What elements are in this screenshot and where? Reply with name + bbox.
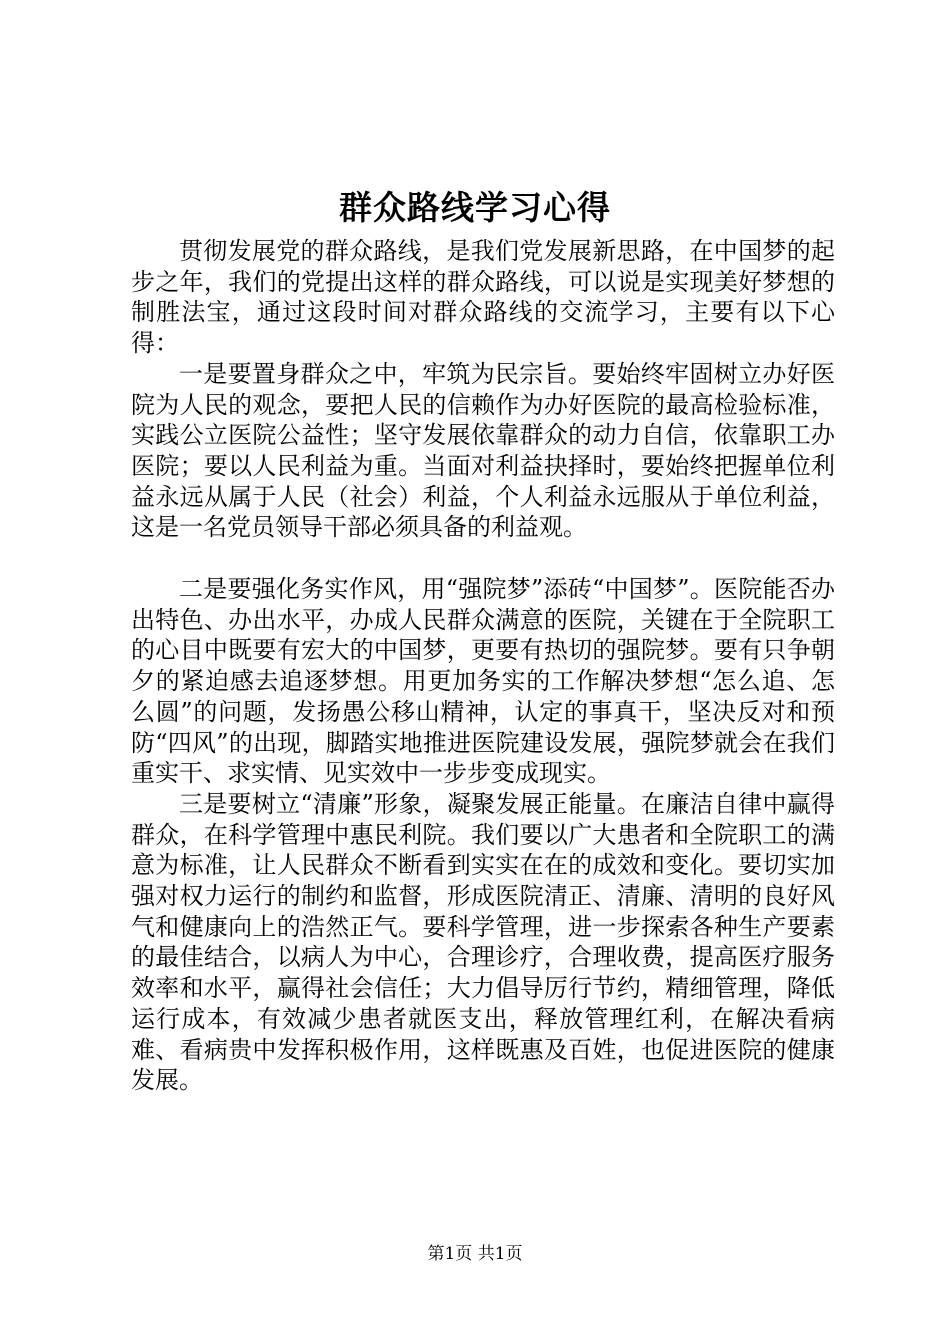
paragraph-point-one: 一是要置身群众之中，牢筑为民宗旨。要始终牢固树立办好医院为人民的观念，要把人民的信赖作为办好医院的最高检验标准，实践公立医院公益性；坚守发展依靠群众的动力自信，依靠职工办医院；要以人民利益为重。当面对利益抉择时，要始终把握单位利益永远从属于人民（社会）利益，个人利益永远服从于单位利益，这是一名党员领导干部必须具备的利益观。 <box>131 359 835 542</box>
page-footer: 第1页 共1页 <box>427 1244 523 1264</box>
paragraph-point-three: 三是要树立“清廉”形象，凝聚发展正能量。在廉洁自律中赢得群众，在科学管理中惠民利院。我们要以广大患者和全院职工的满意为标准，让人民群众不断看到实实在在的成效和变化。要切实加强对权力运行的制约和监督，形成医院清正、清廉、清明的良好风气和健康向上的浩然正气。要科学管理，进一步探索各种生产要素的最佳结合，以病人为中心，合理诊疗，合理收费，提高医疗服务效率和水平，赢得社会信任；大力倡导厉行节约，精细管理，降低运行成本，有效减少患者就医支出，释放管理红利，在解决看病难、看病贵中发挥积极作用，这样既惠及百姓，也促进医院的健康发展。 <box>131 789 835 1095</box>
paragraph-point-two: 二是要强化务实作风，用“强院梦”添砖“中国梦”。医院能否办出特色、办出水平，办成人民群众满意的医院，关键在于全院职工的心目中既要有宏大的中国梦，更要有热切的强院梦。要有只争朝夕的紧迫感去追逐梦想。用更加务实的工作解决梦想“怎么追、怎么圆”的问题，发扬愚公移山精神，认定的事真干，坚决反对和预防“四风”的出现，脚踏实地推进医院建设发展，强院梦就会在我们重实干、求实情、见实效中一步步变成现实。 <box>131 575 835 788</box>
document-title: 群众路线学习心得 <box>339 188 611 227</box>
document-body <box>131 236 835 1096</box>
paragraph-intro: 贯彻发展党的群众路线，是我们党发展新思路，在中国梦的起步之年，我们的党提出这样的群众路线，可以说是实现美好梦想的制胜法宝，通过这段时间对群众路线的交流学习，主要有以下心得： <box>131 237 835 358</box>
